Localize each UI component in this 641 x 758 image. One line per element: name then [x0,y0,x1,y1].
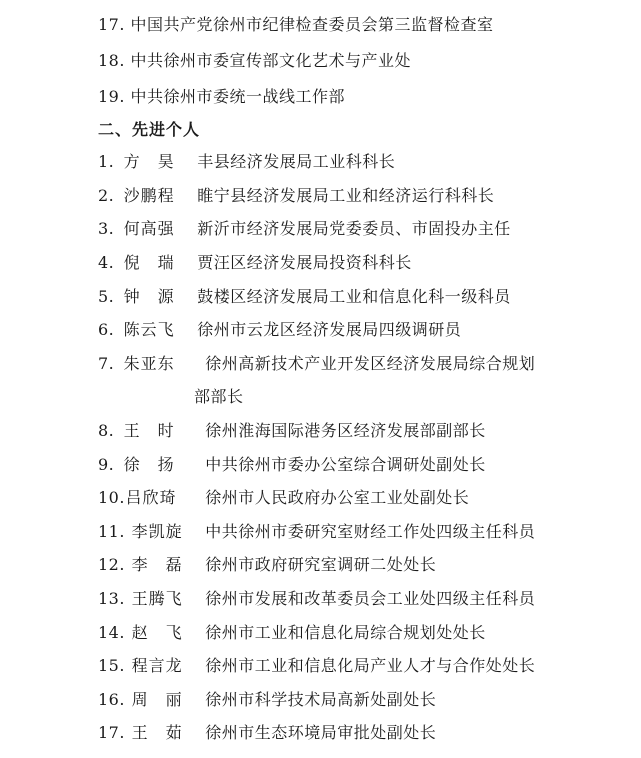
individual-row [98,152,611,172]
individual-number: 1. [98,152,115,171]
individual-title: 新沂市经济发展局党委委员、市固投办主任 [197,219,511,238]
individual-title: 丰县经济发展局工业科科长 [197,152,396,171]
individual-title-continued: 部部长 [194,387,244,406]
individual-name: 沙鹏程 [123,186,175,205]
individual-name: 倪 瑞 [123,253,175,272]
unit-number: 19. [98,87,125,106]
individual-number: 9. [98,455,115,474]
section-heading: 二、先进个人 [98,120,201,139]
individual-title: 徐州市工业和信息化局产业人才与合作处处长 [205,656,536,675]
individual-title: 中共徐州市委研究室财经工作处四级主任科员 [205,522,536,541]
individual-row [98,219,611,239]
individual-number: 15. [98,656,125,675]
individual-number: 2. [98,186,115,205]
unit-number: 18. [98,51,125,70]
individual-title: 徐州市发展和改革委员会工业处四级主任科员 [205,589,536,608]
individual-title: 鼓楼区经济发展局工业和信息化科一级科员 [197,287,511,306]
individual-title: 徐州市工业和信息化局综合规划处处长 [205,623,486,642]
unit-item [98,15,611,35]
individual-row [98,488,611,508]
individual-number: 3. [98,219,115,238]
unit-item [98,87,611,107]
individual-name: 王 时 [123,421,175,440]
individual-title: 徐州市科学技术局高新处副处长 [205,690,437,709]
individual-row [98,287,611,307]
unit-text: 中国共产党徐州市纪律检查委员会第三监督检查室 [130,15,494,34]
individual-row [98,455,611,475]
individual-name: 陈云飞 [123,320,175,339]
individual-name: 方 昊 [123,152,175,171]
individual-title: 徐州市生态环境局审批处副处长 [205,723,437,742]
individual-number: 11. [98,522,125,541]
individual-number: 8. [98,421,115,440]
individual-name: 周 丽 [131,690,183,709]
individual-name: 王腾飞 [131,589,183,608]
individual-name: 李凯旋 [131,522,183,541]
individual-name: 赵 飞 [131,623,183,642]
individual-number: 5. [98,287,115,306]
individual-name: 何高强 [123,219,175,238]
individual-name: 钟 源 [123,287,175,306]
individual-row [98,623,611,643]
individual-number: 13. [98,589,125,608]
individual-number: 12. [98,555,125,574]
individual-title: 徐州市人民政府办公室工业处副处长 [205,488,470,507]
individual-name: 朱亚东 [123,354,175,373]
unit-number: 17. [98,15,125,34]
individual-number: 4. [98,253,115,272]
individual-row [98,690,611,710]
individual-title: 贾汪区经济发展局投资科科长 [197,253,412,272]
individual-row [98,320,611,340]
individual-title: 中共徐州市委办公室综合调研处副处长 [205,455,486,474]
individual-row [98,421,611,441]
individual-title: 徐州市云龙区经济发展局四级调研员 [197,320,462,339]
individual-row [98,522,611,542]
individual-name: 吕欣琦 [125,488,177,507]
individual-number: 16. [98,690,125,709]
unit-text: 中共徐州市委统一战线工作部 [130,87,346,106]
individual-title: 徐州淮海国际港务区经济发展部副部长 [205,421,486,440]
individual-row [98,354,611,374]
individual-number: 17. [98,723,125,742]
unit-text: 中共徐州市委宣传部文化艺术与产业处 [130,51,412,70]
individual-name: 王 茹 [131,723,183,742]
individual-number: 7. [98,354,115,373]
individual-number: 14. [98,623,125,642]
individual-title: 徐州市政府研究室调研二处处长 [205,555,437,574]
individual-number: 10. [98,488,125,507]
individual-row [98,186,611,206]
individual-row [98,589,611,609]
individual-number: 6. [98,320,115,339]
individual-row [98,253,611,273]
individual-title: 睢宁县经济发展局工业和经济运行科科长 [197,186,495,205]
individual-name: 徐 扬 [123,455,175,474]
individual-title: 徐州高新技术产业开发区经济发展局综合规划 [205,354,536,373]
individual-row [98,723,611,743]
individual-name: 李 磊 [131,555,183,574]
individual-name: 程言龙 [131,656,183,675]
unit-item [98,51,611,71]
individual-row [98,555,611,575]
individual-row [98,656,611,676]
